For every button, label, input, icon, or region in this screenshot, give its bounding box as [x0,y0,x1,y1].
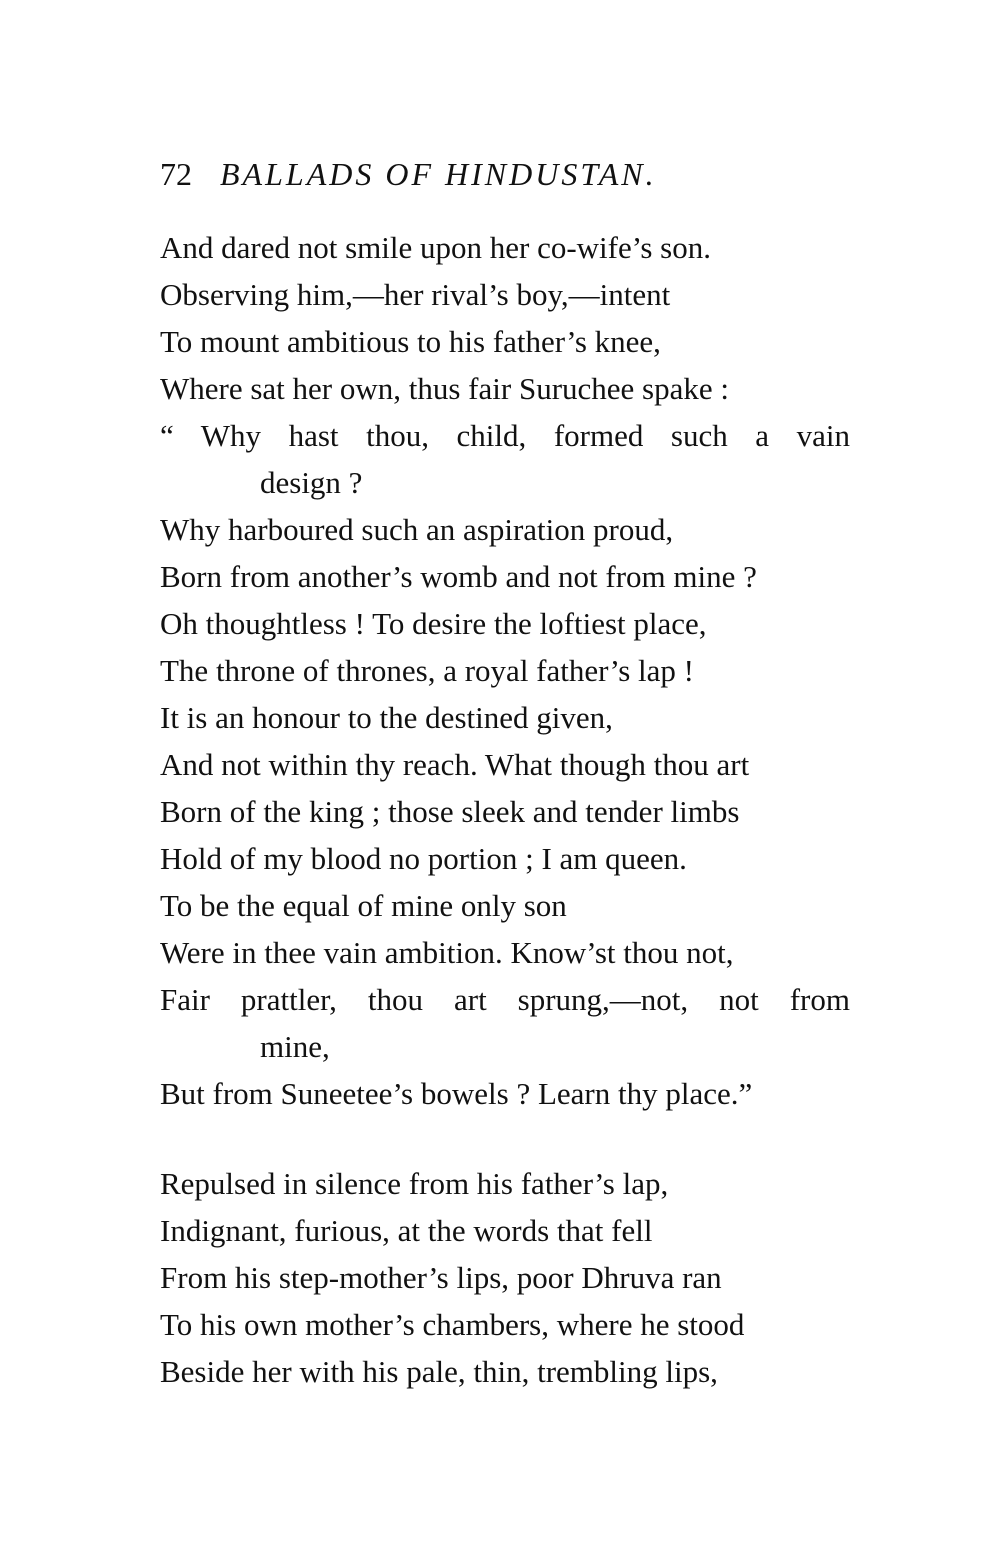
verse-line-turnover: design ? [260,465,363,500]
verse-line: “ Why hast thou, child, formed such a vain [160,418,850,453]
verse-line: The throne of thrones, a royal father’s lap ! [160,653,694,688]
verse-line: To his own mother’s chambers, where he stood [160,1307,745,1342]
verse-line: Observing him,—her rival’s boy,—intent [160,277,671,312]
verse-line: From his step-mother’s lips, poor Dhruva ran [160,1260,722,1295]
running-title: BALLADS OF HINDUSTAN. [220,156,657,192]
verse-line: Where sat her own, thus fair Suruchee spake : [160,371,729,406]
stanza-2 [160,1160,850,1395]
verse-line: Fair prattler, thou art sprung,—not, not from [160,982,850,1017]
verse-line: Were in thee vain ambition. Know’st thou not, [160,935,734,970]
verse-line: Born from another’s womb and not from mine ? [160,559,757,594]
verse-line: To mount ambitious to his father’s knee, [160,324,661,359]
verse-line: Oh thoughtless ! To desire the loftiest place, [160,606,707,641]
verse-line: And not within thy reach. What though thou art [160,747,750,782]
verse-line: It is an honour to the destined given, [160,700,613,735]
verse-line: Hold of my blood no portion ; I am queen. [160,841,687,876]
page-number: 72 [160,156,192,192]
verse-line: Repulsed in silence from his father’s lap, [160,1166,669,1201]
verse-line: Indignant, furious, at the words that fell [160,1213,653,1248]
verse-line-turnover: mine, [260,1029,330,1064]
stanza-1 [160,224,850,1117]
verse-line: And dared not smile upon her co-wife’s son. [160,230,711,265]
verse-line: But from Suneetee’s bowels ? Learn thy place.” [160,1076,753,1111]
verse-line: Beside her with his pale, thin, trembling lips, [160,1354,718,1389]
verse-line: Why harboured such an aspiration proud, [160,512,674,547]
verse-line: Born of the king ; those sleek and tender limbs [160,794,740,829]
running-header [160,152,657,196]
verse-line: To be the equal of mine only son [160,888,567,923]
